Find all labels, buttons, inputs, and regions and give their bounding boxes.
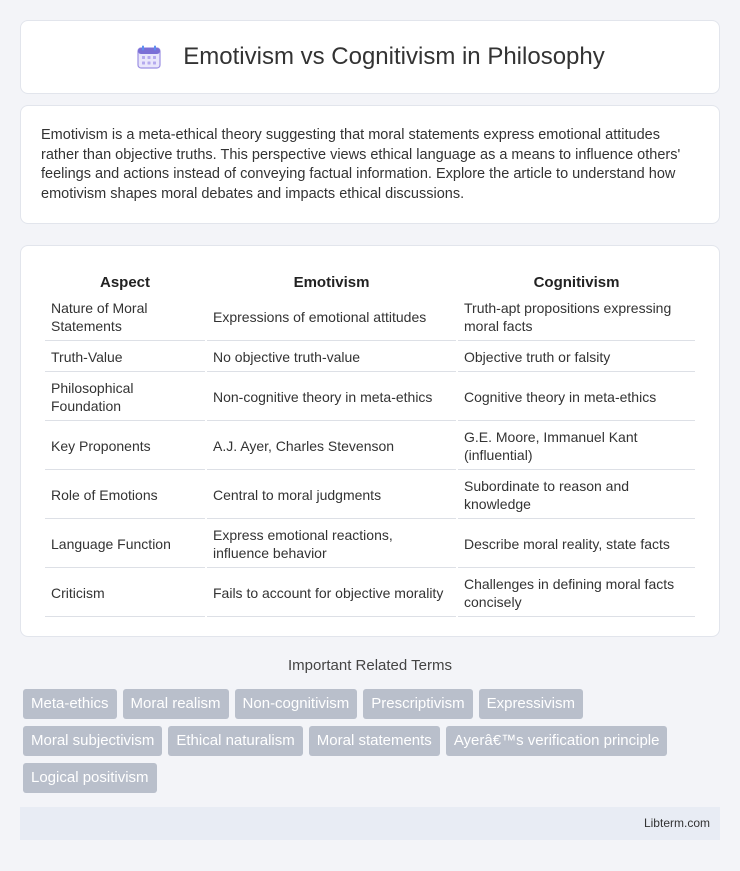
table-cell: Truth-apt propositions expressing moral facts <box>458 294 695 341</box>
table-cell: A.J. Ayer, Charles Stevenson <box>207 423 456 470</box>
table-cell: Language Function <box>45 521 205 568</box>
footer <box>20 807 720 840</box>
intro-card <box>20 105 720 224</box>
term-tag[interactable]: Logical positivism <box>23 763 157 793</box>
term-tag[interactable]: Moral subjectivism <box>23 726 162 756</box>
column-header-aspect: Aspect <box>99 273 151 291</box>
table-cell: Role of Emotions <box>45 472 205 519</box>
table-cell: No objective truth-value <box>207 343 456 372</box>
table-cell: Cognitive theory in meta-ethics <box>458 374 695 421</box>
term-tag[interactable]: Ethical naturalism <box>168 726 302 756</box>
term-tag[interactable]: Expressivism <box>479 689 583 719</box>
table-cell: Expressions of emotional attitudes <box>207 294 456 341</box>
page-title: Emotivism vs Cognitivism in Philosophy <box>183 43 605 70</box>
table-cell: Fails to account for objective morality <box>207 570 456 617</box>
footer-site-link[interactable]: Libterm.com <box>643 816 710 830</box>
table-cell: Describe moral reality, state facts <box>458 521 695 568</box>
header-card <box>20 20 720 94</box>
calendar-icon <box>135 43 163 71</box>
table-row <box>45 374 695 421</box>
table-row <box>45 521 695 568</box>
term-tag[interactable]: Prescriptivism <box>363 689 472 719</box>
term-tag[interactable]: Non-cognitivism <box>235 689 358 719</box>
column-header-cognitivism: Cognitivism <box>533 273 620 291</box>
table-row <box>45 570 695 617</box>
related-terms-list <box>23 689 723 793</box>
table-cell: Key Proponents <box>45 423 205 470</box>
table-cell: Nature of Moral Statements <box>45 294 205 341</box>
intro-text: Emotivism is a meta-ethical theory suggesting that moral statements express emotional attitudes rather than objective truths. This perspective views ethical language as a means to influence others' feelings and actions instead of conveying factual information. Explore the article to understand how emotivism shapes moral debates and impacts ethical discussions. <box>41 127 681 202</box>
related-terms-heading: Important Related Terms <box>288 657 452 674</box>
table-cell: Truth-Value <box>45 343 205 372</box>
table-cell: Central to moral judgments <box>207 472 456 519</box>
term-tag[interactable]: Moral statements <box>309 726 440 756</box>
comparison-table <box>43 266 697 619</box>
table-cell: Subordinate to reason and knowledge <box>458 472 695 519</box>
comparison-table-card <box>20 245 720 637</box>
column-header-emotivism: Emotivism <box>293 273 370 291</box>
term-tag[interactable]: Ayerâ€™s verification principle <box>446 726 668 756</box>
table-cell: Objective truth or falsity <box>458 343 695 372</box>
table-cell: Challenges in defining moral facts concisely <box>458 570 695 617</box>
table-row <box>45 294 695 341</box>
table-cell: Philosophical Foundation <box>45 374 205 421</box>
term-tag[interactable]: Moral realism <box>123 689 229 719</box>
table-cell: G.E. Moore, Immanuel Kant (influential) <box>458 423 695 470</box>
table-row <box>45 423 695 470</box>
table-row <box>45 343 695 372</box>
term-tag[interactable]: Meta-ethics <box>23 689 117 719</box>
table-cell: Criticism <box>45 570 205 617</box>
table-cell: Express emotional reactions, influence behavior <box>207 521 456 568</box>
table-cell: Non-cognitive theory in meta-ethics <box>207 374 456 421</box>
table-row <box>45 472 695 519</box>
